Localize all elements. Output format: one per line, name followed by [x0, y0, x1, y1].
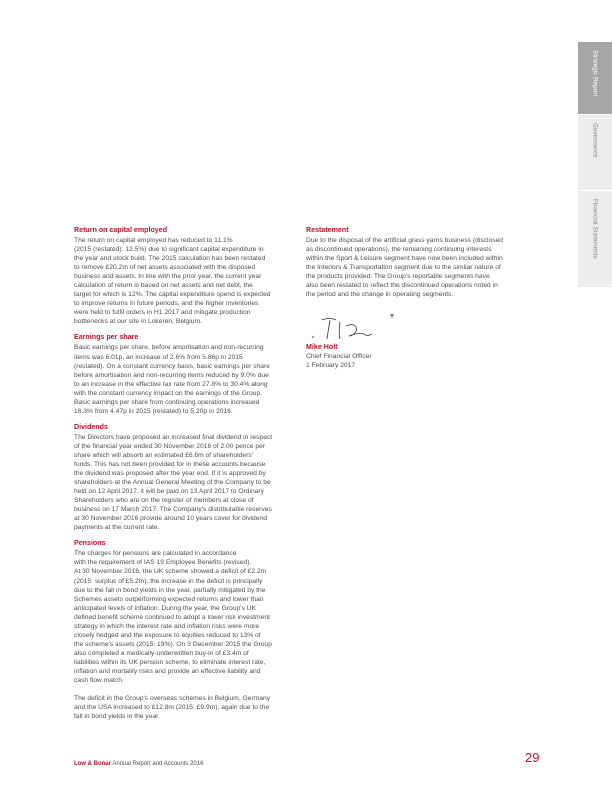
- section-heading: Earnings per share: [74, 333, 139, 342]
- section-return-on-capital: [74, 226, 294, 326]
- footer-brand: Low & Bonar: [74, 761, 111, 767]
- tab-strategic-report[interactable]: [578, 42, 612, 114]
- left-column: [74, 226, 294, 728]
- tab-strategic-report-label: Strategic Report: [591, 50, 599, 97]
- signature-image: [306, 312, 396, 342]
- section-heading: Return on capital employed: [74, 226, 168, 234]
- tab-financial-statements-label: Financial Statements: [591, 199, 599, 259]
- section-paragraph: The return on capital employed has reduced to 11.1% (2015 (restated): 12.5%) due to significant capital expenditure in the year and stock build. The 2015 calculation has been restated to remove £20.2m of net assets associated with the disposed business and assets. In line with the prior year, the current year calculation of return is based on net assets and net debt, the target for which is 12%. The capital expenditure spend is expected to improve returns in future periods, and the higher inventories were held to fulfil orders in H1 2017 and mitigate production bottlenecks at our site in Lokeren, Belgium.: [74, 237, 271, 326]
- section-pensions: [74, 539, 294, 721]
- section-heading: Pensions: [74, 539, 106, 548]
- section-earnings-per-share: [74, 333, 294, 415]
- section-heading: Restatement: [306, 226, 349, 234]
- section-paragraph: The Directors have proposed an increased final dividend in respect of the financial year ended 30 November 2016 of 2.00 pence per share which will absorb an estimated £6.6m of shareholders' funds. This has not been provided for in these accounts because the dividend was proposed after the year end. If it is approved by shareholders at the Annual General Meeting of the Company to be held on 12 April 2017, it will be paid on 13 April 2017 to Ordinary Shareholders who are on the register of members at close of business on 17 March 2017. The Company's distributable reserves at 30 November 2016 provide around 10 years cover for dividend payments at the current rate.: [74, 433, 273, 532]
- section-paragraph: The deficit in the Group's overseas schemes in Belgium, Germany and the USA increased to £12.8m (2015: £9.9m), again due to the fall in bond yields in the year.: [74, 695, 271, 721]
- right-column: [306, 226, 532, 306]
- section-paragraph: Due to the disposal of the artificial grass yarns business (disclosed as discontinued operations), the remaining continuing interests within the Sport & Leisure segment have now been included within the Interiors & Transportation segment due to the similar nature of the products provided. The Group's reportable segments have also been restated to reflect the discontinued operations noted in the period and the change in operating segments.: [306, 237, 504, 299]
- footer-text: Annual Report and Accounts 2016: [111, 761, 204, 767]
- section-paragraph: Basic earnings per share, before amortisation and non-recurring items was 6.01p, an increase of 2.6% from 5.86p in 2015 (restated). On a constant currency basis, basic earnings per share before amortisation and non-recurring items reduced by 9.0% due to an increase in the effective tax rate from 27.8% to 30.4% along with the constant currency impact on the earnings of the Group. Basic earnings per share from continuing operations increased 16.3% from 4.47p in 2015 (restated) to 5.20p in 2016.: [74, 344, 270, 415]
- tab-governance[interactable]: [578, 114, 612, 191]
- page-number: 29: [525, 750, 540, 765]
- section-paragraph: The charges for pensions are calculated in accordance with the requirement of IAS 19 Employee Benefits (revised). At 30 November 2016, the UK scheme showed a deficit of £2.2m (2015: surplus of £5.2m), the increase in the deficit is principally due to the fall in bond yields in the year, partially mitigated by the Schemes assets outperforming expected returns and lower than anticipated levels of inflation. During the year, the Group's UK defined benefit scheme continued to adopt a lower risk investment strategy in which the interest rate and inflation risks were more closely hedged and the exposure to equities reduced to 13% of the scheme's assets (2015: 19%). On 3 December 2015 the Group also completed a medically-underwritten buy-in of £3.4m of liabilities within its UK pension scheme, to eliminate interest rate, inflation and mortality risks and provide an effective liability and cash flow match.: [74, 550, 272, 685]
- section-heading: Dividends: [74, 422, 108, 431]
- section-restatement: [306, 226, 532, 299]
- signer-name: Mike Holt: [306, 343, 338, 351]
- signoff: [306, 343, 456, 370]
- section-dividends: [74, 423, 294, 533]
- signer-role: Chief Financial Officer: [306, 353, 372, 360]
- signoff-date: 1 February 2017: [306, 362, 356, 369]
- tab-financial-statements[interactable]: [578, 190, 612, 288]
- tab-governance-label: Governance: [591, 123, 599, 158]
- footer: [74, 761, 203, 767]
